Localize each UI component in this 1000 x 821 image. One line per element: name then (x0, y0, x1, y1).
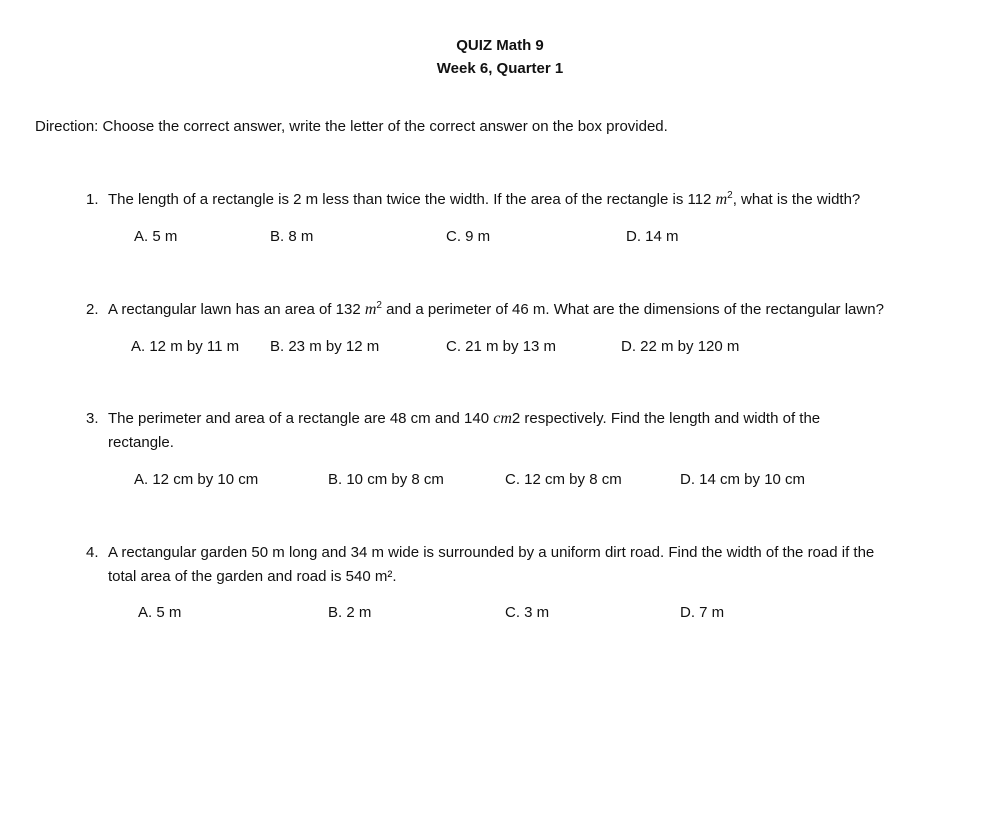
directions-text: Direction: Choose the correct answer, write the letter of the correct answer on the box provided. (35, 118, 668, 135)
option-b: B. 23 m by 12 m (270, 338, 380, 355)
question-text: A rectangular garden 50 m long and 34 m wide is surrounded by a uniform dirt road. Find the width of the road if the (108, 544, 875, 561)
question-2 (86, 300, 884, 318)
option-c: C. 12 cm by 8 cm (505, 471, 622, 488)
question-text-line2: rectangle. (108, 434, 174, 451)
option-c: C. 3 m (505, 604, 550, 621)
question-text: The length of a rectangle is 2 m less than twice the width. If the area of the rectangle is 112 $m^2$, what is the width? (108, 190, 861, 208)
question-text: A rectangular lawn has an area of 132 $m^2$ and a perimeter of 46 m. What are the dimensions of the rectangular lawn? (108, 300, 884, 318)
question-text-line2: total area of the garden and road is 540 m². (108, 568, 397, 585)
question-4 (86, 544, 875, 585)
option-a: A. 5 m (134, 228, 178, 245)
question-text: The perimeter and area of a rectangle are 48 cm and 140 cm2 respectively. Find the length and width of the (108, 410, 821, 427)
quiz-title: QUIZ Math 9 (456, 37, 544, 54)
option-b: B. 2 m (328, 604, 372, 621)
option-a: A. 5 m (138, 604, 182, 621)
option-c: C. 9 m (446, 228, 491, 245)
option-c: C. 21 m by 13 m (446, 338, 557, 355)
option-d: D. 7 m (680, 604, 725, 621)
option-a: A. 12 cm by 10 cm (134, 471, 259, 488)
question-number: 1. (86, 191, 99, 208)
question-number: 2. (86, 301, 99, 318)
option-d: D. 14 cm by 10 cm (680, 471, 806, 488)
question-1 (86, 190, 861, 208)
option-a: A. 12 m by 11 m (131, 338, 240, 355)
question-number: 3. (86, 410, 99, 427)
option-b: B. 8 m (270, 228, 314, 245)
option-d: D. 14 m (626, 228, 679, 245)
question-number: 4. (86, 544, 99, 561)
option-d: D. 22 m by 120 m (621, 338, 740, 355)
quiz-subtitle: Week 6, Quarter 1 (436, 60, 564, 77)
option-b: B. 10 cm by 8 cm (328, 471, 444, 488)
question-3 (86, 410, 821, 451)
